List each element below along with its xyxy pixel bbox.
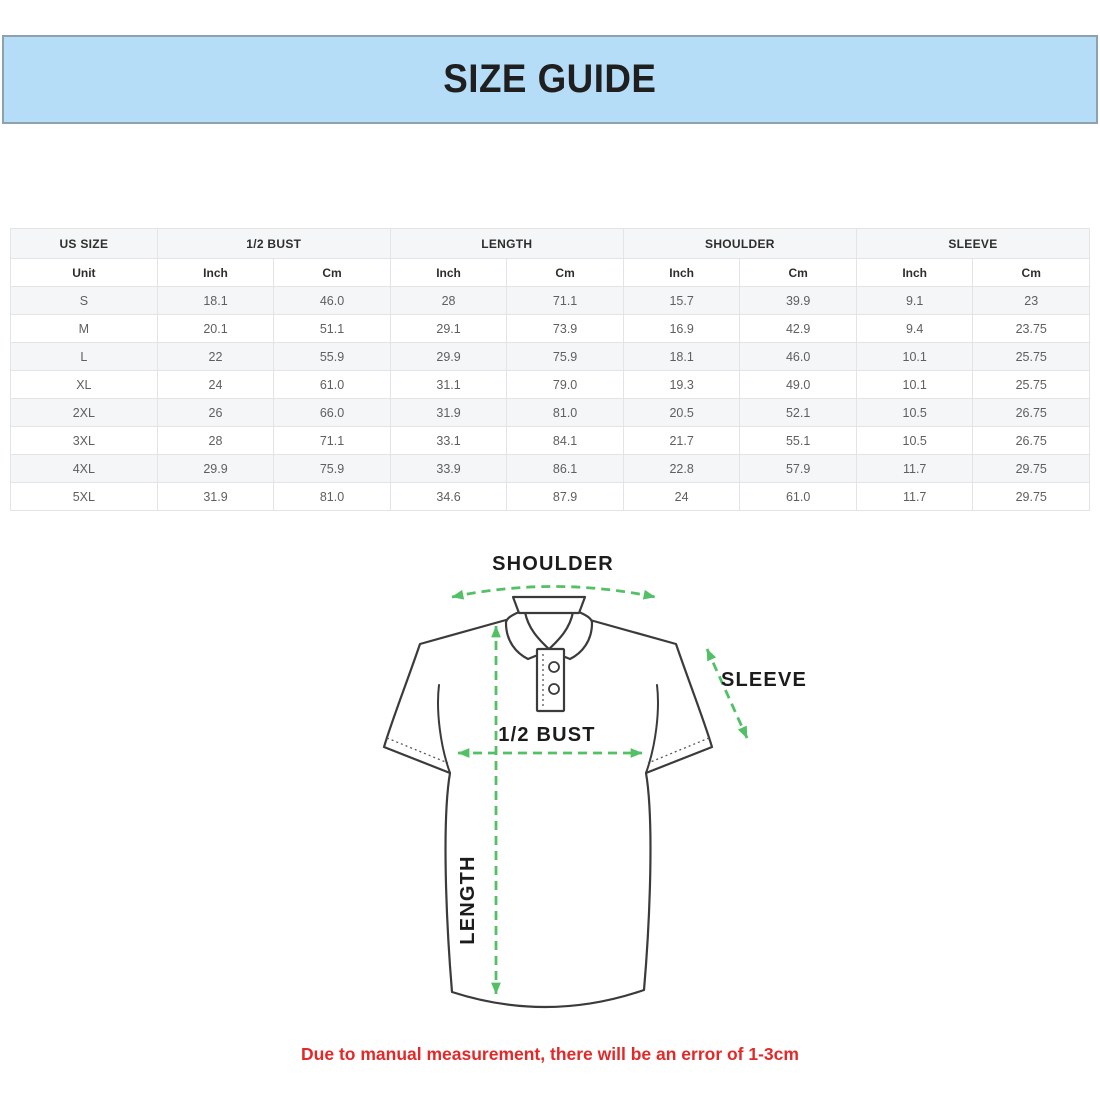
measurement-value-cell: 26.75 [973, 399, 1090, 427]
measurement-value-cell: 57.9 [740, 455, 857, 483]
measurement-value-cell: 52.1 [740, 399, 857, 427]
collar-band [513, 597, 585, 613]
button-bottom [549, 684, 559, 694]
sleeve-label: SLEEVE [720, 669, 808, 691]
column-group-header: US SIZE [11, 229, 158, 259]
measurement-value-cell: 10.5 [856, 399, 973, 427]
measurement-value-cell: 71.1 [507, 287, 624, 315]
measurement-value-cell: 55.9 [274, 343, 391, 371]
measurement-value-cell: 84.1 [507, 427, 624, 455]
measurement-value-cell: 81.0 [274, 483, 391, 511]
column-group-header: SLEEVE [856, 229, 1089, 259]
sleeve-measure-arrow [707, 649, 747, 738]
measurement-value-cell: 31.9 [390, 399, 507, 427]
unit-header-cell: Inch [623, 259, 740, 287]
size-chart-table [10, 228, 1090, 511]
measurement-value-cell: 55.1 [740, 427, 857, 455]
measurement-value-cell: 18.1 [157, 287, 274, 315]
measurement-value-cell: 29.9 [390, 343, 507, 371]
measurement-value-cell: 31.1 [390, 371, 507, 399]
measurement-value-cell: 18.1 [623, 343, 740, 371]
measurement-value-cell: 11.7 [856, 455, 973, 483]
size-label-cell: 2XL [11, 399, 158, 427]
column-group-row [11, 229, 1090, 259]
measurement-value-cell: 10.1 [856, 371, 973, 399]
column-group-header: 1/2 BUST [157, 229, 390, 259]
measurement-value-cell: 46.0 [740, 343, 857, 371]
page-title: SIZE GUIDE [443, 57, 657, 101]
measurement-value-cell: 29.1 [390, 315, 507, 343]
measurement-value-cell: 29.9 [157, 455, 274, 483]
size-label-cell: 4XL [11, 455, 158, 483]
placket [537, 649, 564, 711]
measurement-value-cell: 61.0 [740, 483, 857, 511]
measurement-value-cell: 66.0 [274, 399, 391, 427]
length-label: LENGTH [457, 855, 479, 945]
size-label-cell: M [11, 315, 158, 343]
measurement-value-cell: 39.9 [740, 287, 857, 315]
measurement-value-cell: 20.5 [623, 399, 740, 427]
shoulder-measure-arrow [452, 587, 655, 598]
measurement-value-cell: 81.0 [507, 399, 624, 427]
unit-header-row [11, 259, 1090, 287]
measurement-value-cell: 87.9 [507, 483, 624, 511]
measurement-value-cell: 26.75 [973, 427, 1090, 455]
measurement-value-cell: 29.75 [973, 483, 1090, 511]
measurement-value-cell: 19.3 [623, 371, 740, 399]
measurement-value-cell: 20.1 [157, 315, 274, 343]
unit-header-cell: Cm [973, 259, 1090, 287]
measurement-value-cell: 31.9 [157, 483, 274, 511]
shirt-measurement-diagram [370, 540, 810, 1030]
measurement-value-cell: 46.0 [274, 287, 391, 315]
size-row [11, 483, 1090, 511]
measurement-value-cell: 49.0 [740, 371, 857, 399]
unit-header-cell: Cm [740, 259, 857, 287]
size-chart-body [11, 287, 1090, 511]
size-row [11, 371, 1090, 399]
unit-header-cell: Cm [507, 259, 624, 287]
measurement-value-cell: 42.9 [740, 315, 857, 343]
unit-header-cell: Unit [11, 259, 158, 287]
measurement-value-cell: 29.75 [973, 455, 1090, 483]
measurement-value-cell: 25.75 [973, 371, 1090, 399]
size-row [11, 455, 1090, 483]
size-label-cell: 5XL [11, 483, 158, 511]
measurement-value-cell: 24 [623, 483, 740, 511]
size-row [11, 343, 1090, 371]
measurement-value-cell: 9.1 [856, 287, 973, 315]
unit-header-cell: Inch [390, 259, 507, 287]
size-chart-head [11, 229, 1090, 287]
measurement-value-cell: 16.9 [623, 315, 740, 343]
measurement-value-cell: 51.1 [274, 315, 391, 343]
measurement-value-cell: 15.7 [623, 287, 740, 315]
shoulder-label: SHOULDER [492, 553, 614, 575]
measurement-value-cell: 33.9 [390, 455, 507, 483]
measurement-value-cell: 86.1 [507, 455, 624, 483]
size-row [11, 399, 1090, 427]
measurement-value-cell: 10.5 [856, 427, 973, 455]
size-row [11, 287, 1090, 315]
unit-header-cell: Cm [274, 259, 391, 287]
polo-shirt-illustration [370, 540, 810, 1030]
column-group-header: SHOULDER [623, 229, 856, 259]
measurement-value-cell: 61.0 [274, 371, 391, 399]
size-guide-banner [2, 35, 1098, 124]
measurement-value-cell: 25.75 [973, 343, 1090, 371]
measurement-value-cell: 10.1 [856, 343, 973, 371]
measurement-value-cell: 21.7 [623, 427, 740, 455]
measurement-value-cell: 22.8 [623, 455, 740, 483]
measurement-value-cell: 26 [157, 399, 274, 427]
size-label-cell: 3XL [11, 427, 158, 455]
size-label-cell: XL [11, 371, 158, 399]
measurement-value-cell: 75.9 [274, 455, 391, 483]
measurement-value-cell: 11.7 [856, 483, 973, 511]
measurement-value-cell: 73.9 [507, 315, 624, 343]
size-row [11, 315, 1090, 343]
size-row [11, 427, 1090, 455]
column-group-header: LENGTH [390, 229, 623, 259]
size-label-cell: L [11, 343, 158, 371]
measurement-value-cell: 23 [973, 287, 1090, 315]
measurement-value-cell: 23.75 [973, 315, 1090, 343]
measurement-value-cell: 24 [157, 371, 274, 399]
unit-header-cell: Inch [856, 259, 973, 287]
button-top [549, 662, 559, 672]
measurement-value-cell: 71.1 [274, 427, 391, 455]
measurement-value-cell: 28 [157, 427, 274, 455]
measurement-value-cell: 75.9 [507, 343, 624, 371]
measurement-value-cell: 28 [390, 287, 507, 315]
measurement-value-cell: 9.4 [856, 315, 973, 343]
measurement-note: Due to manual measurement, there will be an error of 1-3cm [301, 1044, 799, 1064]
unit-header-cell: Inch [157, 259, 274, 287]
measurement-value-cell: 34.6 [390, 483, 507, 511]
measurement-value-cell: 22 [157, 343, 274, 371]
measurement-value-cell: 33.1 [390, 427, 507, 455]
size-label-cell: S [11, 287, 158, 315]
measurement-value-cell: 79.0 [507, 371, 624, 399]
bust-label: 1/2 BUST [498, 724, 596, 746]
